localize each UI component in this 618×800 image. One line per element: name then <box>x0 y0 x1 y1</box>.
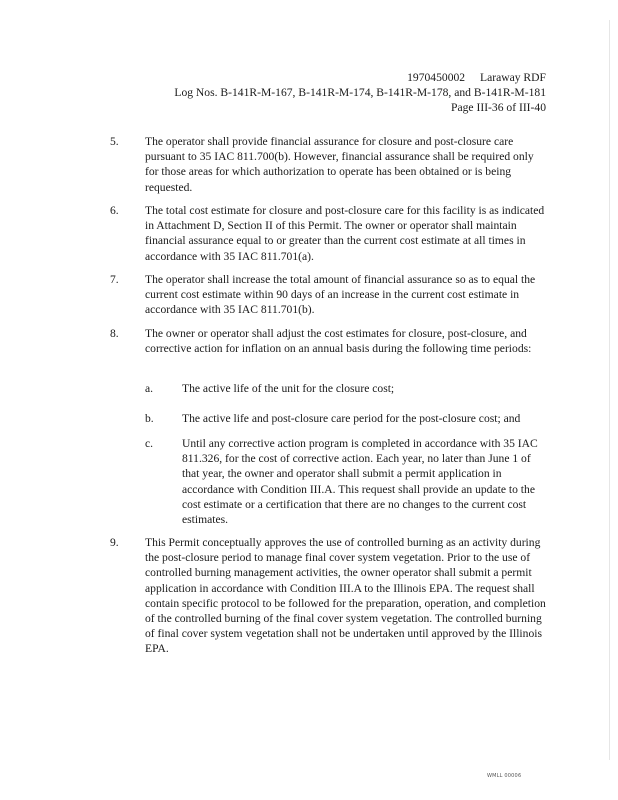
bates-stamp: WMLL 00006 <box>487 773 522 779</box>
subitem-b <box>145 411 550 426</box>
item-number: 9. <box>110 536 119 549</box>
page-header <box>174 70 546 115</box>
page-number: Page III-36 of III-40 <box>451 101 546 114</box>
item-number: 8. <box>110 327 119 340</box>
condition-item-5 <box>110 134 550 195</box>
item-number: 7. <box>110 273 119 286</box>
condition-item-8 <box>110 326 550 356</box>
log-numbers: Log Nos. B-141R-M-167, B-141R-M-174, B-141R-M-178, and B-141R-M-181 <box>174 86 546 99</box>
subitem-letter: a. <box>145 382 154 395</box>
condition-item-9 <box>110 535 550 657</box>
item-text: This Permit conceptually approves the use of controlled burning as an activity during the post-closure period to manage final cover system vegetation. Prior to the use of controlled burning management activities, the owner operator shall submit a permit application in accordance with Condition III.A to the Illinois EPA. The request shall contain specific protocol to be followed for the preparation, operation, and completion of the controlled burning of the final cover system vegetation. The controlled burning of final cover system vegetation shall not be undertaken until approved by the Illinois EPA. <box>145 536 546 656</box>
scan-edge-line <box>609 20 610 760</box>
item-text: The operator shall provide financial assurance for closure and post-closure care pursuant to 35 IAC 811.700(b). However, financial assurance shall be required only for those areas for which authorization to operate has been obtained or is being requested. <box>145 135 534 194</box>
subitem-text: Until any corrective action program is completed in accordance with 35 IAC 811.326, for the cost of corrective action. Each year, no later than June 1 of that year, the owner and operator shall submit a permit application in accordance with Condition III.A. This request shall provide an update to the cost estimate or a certification that there are no changes to the current cost estimates. <box>182 437 538 527</box>
condition-item-6 <box>110 203 550 264</box>
subitem-c <box>145 436 550 527</box>
item-text: The operator shall increase the total amount of financial assurance so as to equal the current cost estimate within 90 days of an increase in the current cost estimate in accordance with 35 IAC 811.701(b). <box>145 273 536 317</box>
item-text: The owner or operator shall adjust the cost estimates for closure, post-closure, and corrective action for inflation on an annual basis during the following time periods: <box>145 327 532 356</box>
subitem-text: The active life and post-closure care period for the post-closure cost; and <box>182 412 521 425</box>
condition-item-7 <box>110 272 550 318</box>
subitem-text: The active life of the unit for the closure cost; <box>182 382 395 395</box>
facility-name: Laraway RDF <box>479 71 546 84</box>
subitem-letter: c. <box>145 437 154 450</box>
subitem-letter: b. <box>145 412 154 425</box>
item-number: 6. <box>110 204 119 217</box>
subitem-a <box>145 381 550 396</box>
item-text: The total cost estimate for closure and post-closure care for this facility is as indicated in Attachment D, Section II of this Permit. The owner or operator shall maintain financial assurance equal to or greater than the current cost estimate at all times in accordance with 35 IAC 811.701(a). <box>145 204 545 263</box>
document-id: 1970450002 <box>407 71 466 84</box>
header-line-1 <box>174 70 546 85</box>
item-number: 5. <box>110 135 119 148</box>
